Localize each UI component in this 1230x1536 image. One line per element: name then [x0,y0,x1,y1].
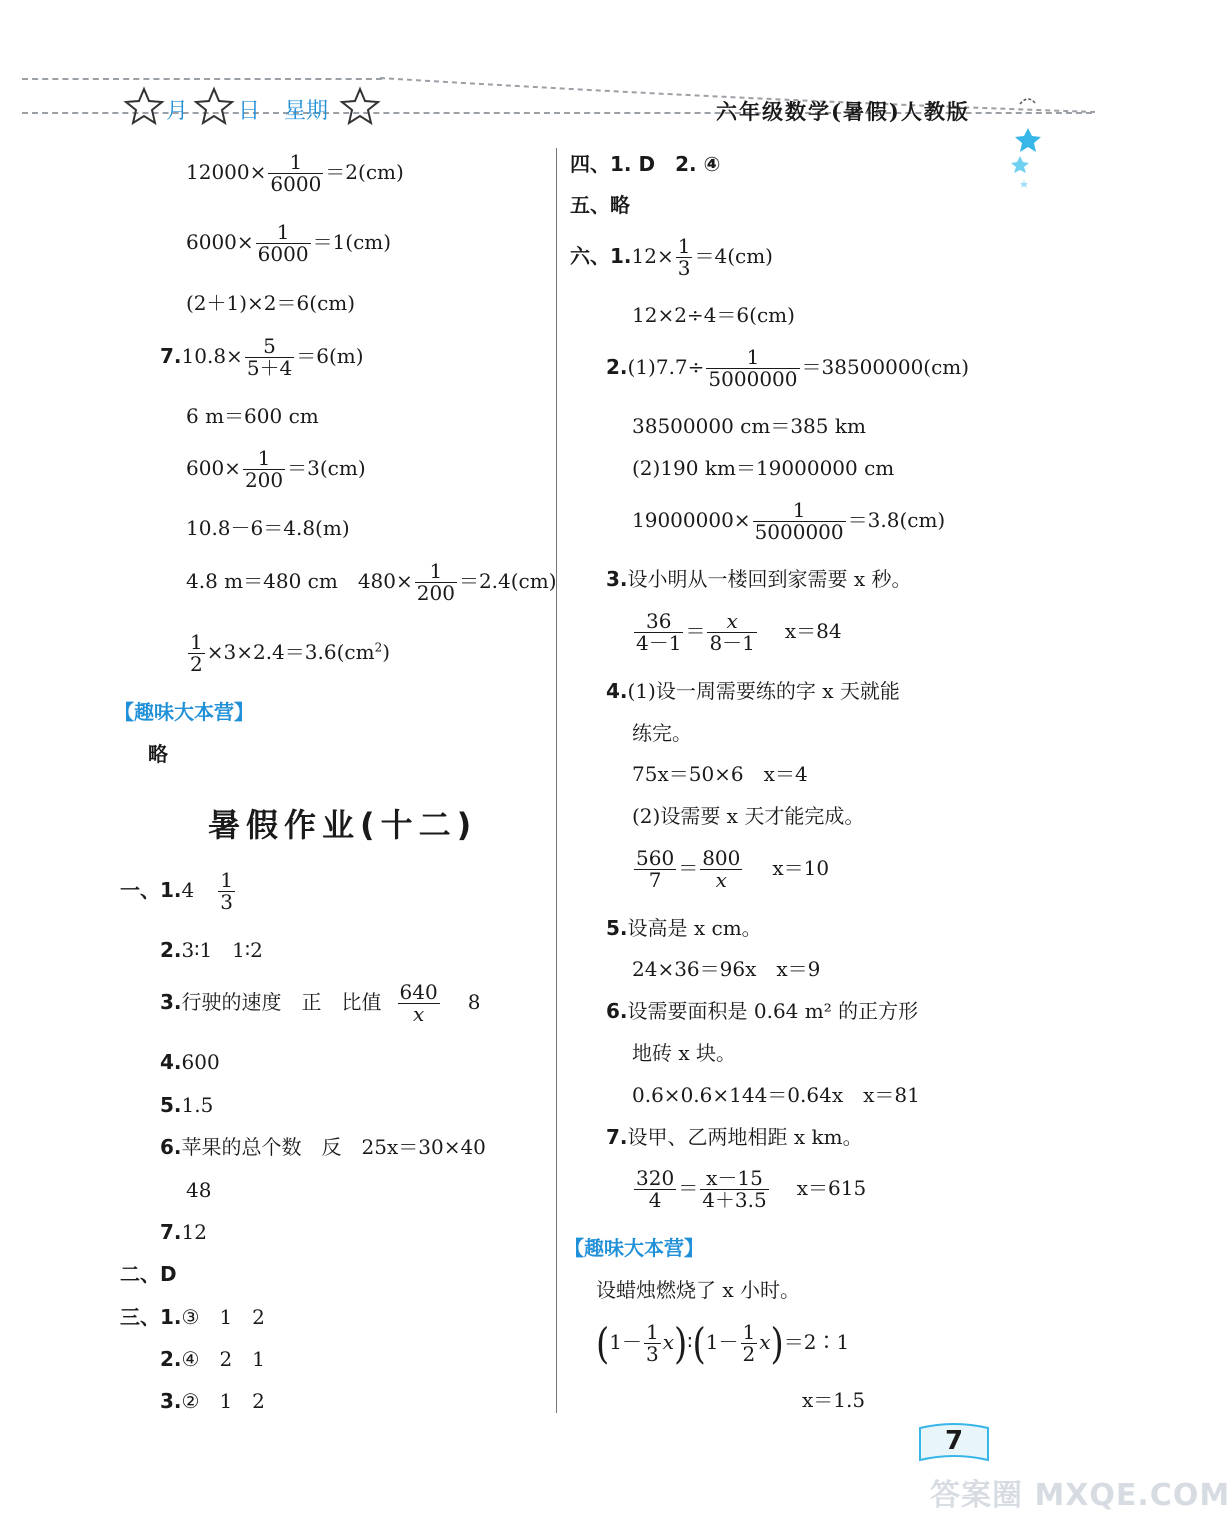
fraction: $\frac{x-15}{4+3.5}$ [702,1166,767,1212]
sec1-line-3: 3.行驶的速度 正 比值 $\frac{640}{x}$ 8 [160,980,481,1026]
fraction: $\frac{640}{x}$ [399,980,438,1026]
left-line-6: 600× $\frac{1}{200}$ ＝3(cm) [186,446,366,492]
right-line-5: 2.(1)7.7÷ $\frac{1}{5000000}$ ＝38500000(cm) [606,345,970,391]
right-line-11: 4.(1)设一周需要练的字 x 天就能 [606,679,900,703]
fraction: $\frac{x}{8-1}$ [709,609,755,655]
right-line-18: 0.6×0.6×144＝0.64x x＝81 [632,1083,920,1107]
right-line-9: 3.设小明从一楼回到家需要 x 秒。 [606,567,912,591]
fraction: $\frac{1}{200}$ [244,446,284,492]
header-dash-top [22,78,382,80]
sec3-line-3: 3.② 1 2 [160,1389,265,1413]
page-title: 暑假作业(十二) [208,806,478,844]
sec1-line-7: 7.12 [160,1220,207,1244]
fun-section-tag-right: 【趣味大本营】 [564,1236,704,1260]
date-day-label: 日 [238,99,261,124]
date-month-label: 月 [166,99,189,124]
sec1-line-2: 2.3∶1 1∶2 [160,938,263,962]
right-line-23: x＝1.5 [802,1388,866,1412]
fraction: $\frac{1}{3}$ [677,234,691,280]
fraction: $\frac{1}{3}$ [646,1320,659,1366]
star-icon [192,86,236,126]
fraction: $\frac{1}{3}$ [220,868,233,914]
left-line-8: 4.8 m＝480 cm 480× $\frac{1}{200}$ ＝2.4(cm) [186,559,557,605]
fraction: $\frac{1}{5000000}$ [754,498,844,544]
fraction: $\frac{1}{6000}$ [257,220,309,266]
fraction: $\frac{560}{7}$ [636,846,675,892]
sec2-line: 二、D [120,1262,177,1286]
page-header [0,0,1112,140]
fraction: $\frac{1}{6000}$ [270,150,322,196]
right-line-20: $\frac{320}{4}$ ＝ $\frac{x-15}{4+3.5}$ x＝615 [636,1166,867,1212]
sec1-line-5: 5.1.5 [160,1093,214,1117]
left-line-4: 7.10.8× $\frac{5}{5+4}$ ＝6(m) [160,334,364,380]
date-field [122,86,392,126]
sec1-line-4: 4.600 [160,1050,220,1074]
fraction: $\frac{1}{2}$ [190,630,203,676]
date-week-label: 星期 [284,99,329,124]
fraction: $\frac{1}{2}$ [742,1320,756,1366]
right-line-17b: 地砖 x 块。 [632,1041,736,1065]
watermark: 答案圈 MXQE.COM [930,1478,1230,1513]
left-line-5: 6 m＝600 cm [186,404,319,428]
book-title: 六年级数学(暑假)人教版 [716,99,970,124]
left-line-7: 10.8－6＝4.8(m) [186,516,350,540]
right-line-1: 四、1. D 2. ④ [570,152,721,176]
sec1-line-1: 一、1.4 $\frac{1}{3}$ [120,868,233,914]
right-line-19: 7.设甲、乙两地相距 x km。 [606,1125,863,1149]
left-line-3: (2＋1)×2＝6(cm) [186,291,356,315]
right-line-22: (1－ $\frac{1}{3}$ x)∶(1－ $\frac{1}{2}$ x)＝2∶1 [596,1318,850,1369]
fraction: $\frac{5}{5+4}$ [246,334,293,380]
right-line-15: 5.设高是 x cm。 [606,916,762,940]
right-line-2: 五、略 [570,193,630,217]
right-line-3: 六、1.12× $\frac{1}{3}$ ＝4(cm) [570,234,773,280]
fun-section-tag: 【趣味大本营】 [114,700,254,724]
left-line-2: 6000× $\frac{1}{6000}$ ＝1(cm) [186,220,392,266]
right-line-4: 12×2÷4＝6(cm) [632,303,795,327]
sec1-line-6: 6.苹果的总个数 反 25x＝30×40 [160,1135,486,1159]
sec3-line-2: 2.④ 2 1 [160,1347,265,1371]
right-line-12: 75x＝50×6 x＝4 [632,762,808,786]
star-icon [338,86,382,126]
left-line-1: 12000× $\frac{1}{6000}$ ＝2(cm) [186,150,404,196]
right-line-8: 19000000× $\frac{1}{5000000}$ ＝3.8(cm) [632,498,946,544]
fraction: $\frac{1}{200}$ [416,559,455,605]
fraction: $\frac{320}{4}$ [636,1166,675,1212]
right-line-14: $\frac{560}{7}$ ＝ $\frac{800}{x}$ x＝10 [636,846,830,892]
fraction: $\frac{36}{4-1}$ [636,609,682,655]
right-line-16: 24×36＝96x x＝9 [632,957,821,981]
fun-section-answer: 略 [148,742,168,766]
right-line-7: (2)190 km＝19000000 cm [632,456,895,480]
star-icon [122,86,166,126]
column-divider [556,148,557,1413]
fraction: $\frac{800}{x}$ [702,846,741,892]
page-number-badge [916,1420,992,1466]
fraction: $\frac{1}{5000000}$ [708,345,798,391]
right-line-10: $\frac{36}{4-1}$ ＝ $\frac{x}{8-1}$ x＝84 [636,609,842,655]
right-line-21: 设蜡烛燃烧了 x 小时。 [596,1278,800,1302]
sec1-line-6b: 48 [186,1178,212,1202]
hanging-stars-icon [1006,96,1066,196]
right-line-11b: 练完。 [632,721,692,745]
sec3-line-1: 三、1.③ 1 2 [120,1305,265,1329]
right-line-13: (2)设需要 x 天才能完成。 [632,804,865,828]
right-line-6: 38500000 cm＝385 km [632,414,866,438]
right-line-17: 6.设需要面积是 0.64 m² 的正方形 [606,999,919,1023]
left-line-9: $\frac{1}{2}$ $\times 3\times 2.4=3.6(cm^2)$ [190,630,391,676]
page-number: 7 [944,1426,964,1456]
